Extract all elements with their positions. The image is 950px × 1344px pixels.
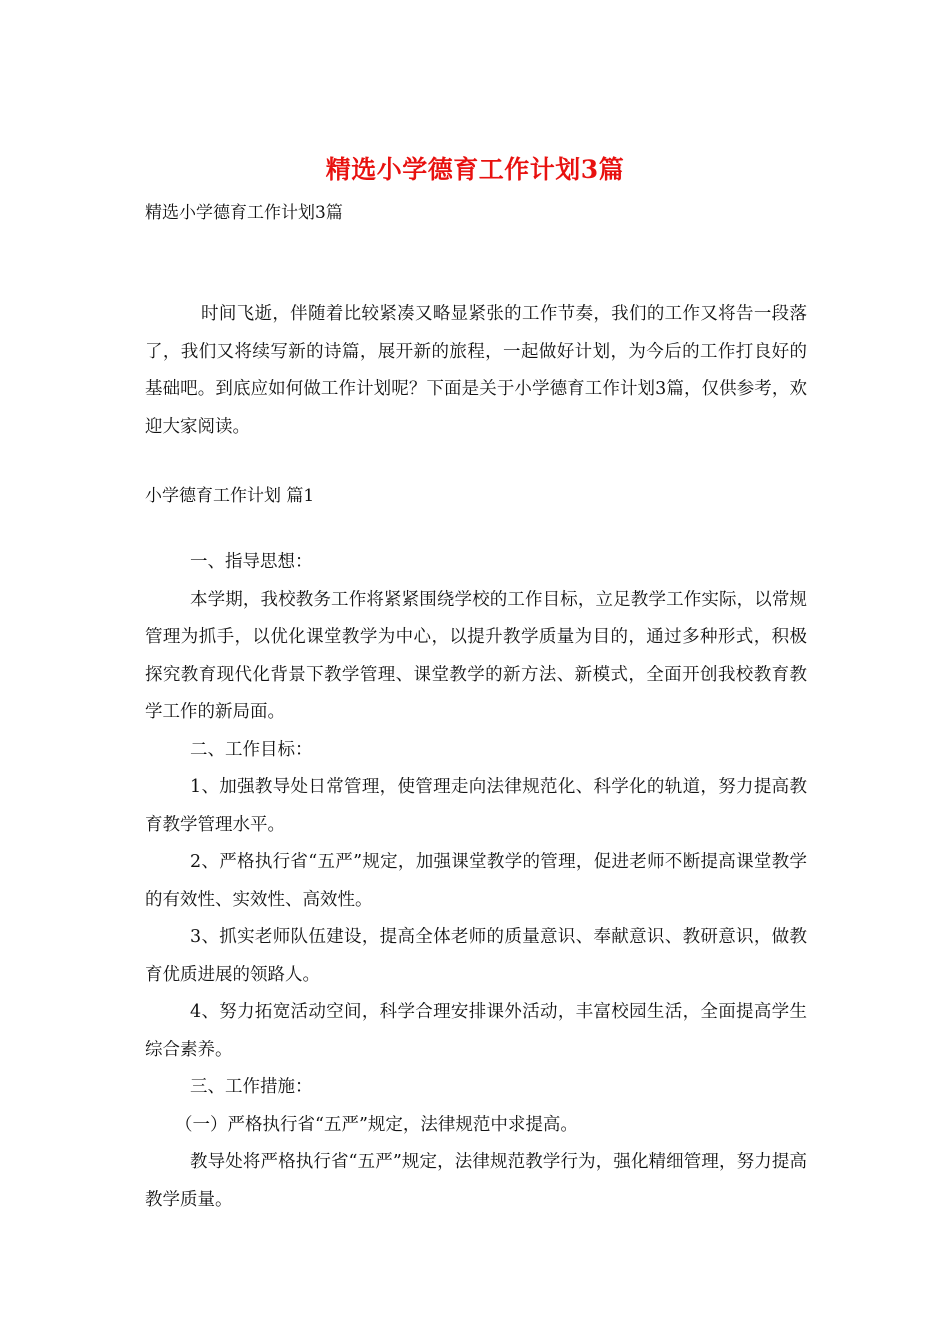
goal-item-4: 4、努力拓宽活动空间，科学合理安排课外活动，丰富校园生活，全面提高学生综合素养。	[145, 1002, 807, 1060]
heading-guiding-thought: 一、指导思想：	[190, 552, 313, 572]
section-heading: 小学德育工作计划 篇1	[145, 486, 315, 506]
paragraph-guiding-thought: 本学期，我校教务工作将紧紧围绕学校的工作目标，立足教学工作实际，以常规管理为抓手，以优化课堂教学为中心，以提升教学质量为目的，通过多种形式，积极探究教育现代化背景下教学管理、课堂教学的新方法、新模式，全面开创我校教育教学工作的新局面。	[145, 589, 807, 722]
document-subtitle: 精选小学德育工作计划3篇	[145, 203, 343, 223]
heading-work-goals: 二、工作目标：	[190, 739, 313, 760]
goal-item-3: 3、抓实老师队伍建设，提高全体老师的质量意识、奉献意识、教研意识，做教育优质进展的领路人。	[145, 927, 807, 985]
goal-item-2: 2、严格执行省“五严”规定，加强课堂教学的管理，促进老师不断提高课堂教学的有效性、实效性、高效性。	[145, 852, 807, 910]
document-title: 精选小学德育工作计划3篇	[325, 155, 625, 184]
measure-paragraph-1: 教导处将严格执行省“五严”规定，法律规范教学行为，强化精细管理，努力提高教学质量。	[145, 1152, 807, 1210]
measure-subheading-1: （一）严格执行省“五严”规定，法律规范中求提高。	[175, 1114, 578, 1135]
heading-work-measures: 三、工作措施：	[190, 1077, 313, 1097]
intro-paragraph: 时间飞逝，伴随着比较紧凑又略显紧张的工作节奏，我们的工作又将告一段落了，我们又将续写新的诗篇，展开新的旅程，一起做好计划，为今后的工作打良好的基础吧。到底应如何做工作计划呢？下面是关于小学德育工作计划3篇，仅供参考，欢迎大家阅读。	[145, 304, 807, 437]
main-content	[145, 544, 807, 1219]
intro-block	[145, 296, 807, 446]
goal-item-1: 1、加强教导处日常管理，使管理走向法律规范化、科学化的轨道，努力提高教育教学管理水平。	[145, 777, 807, 835]
